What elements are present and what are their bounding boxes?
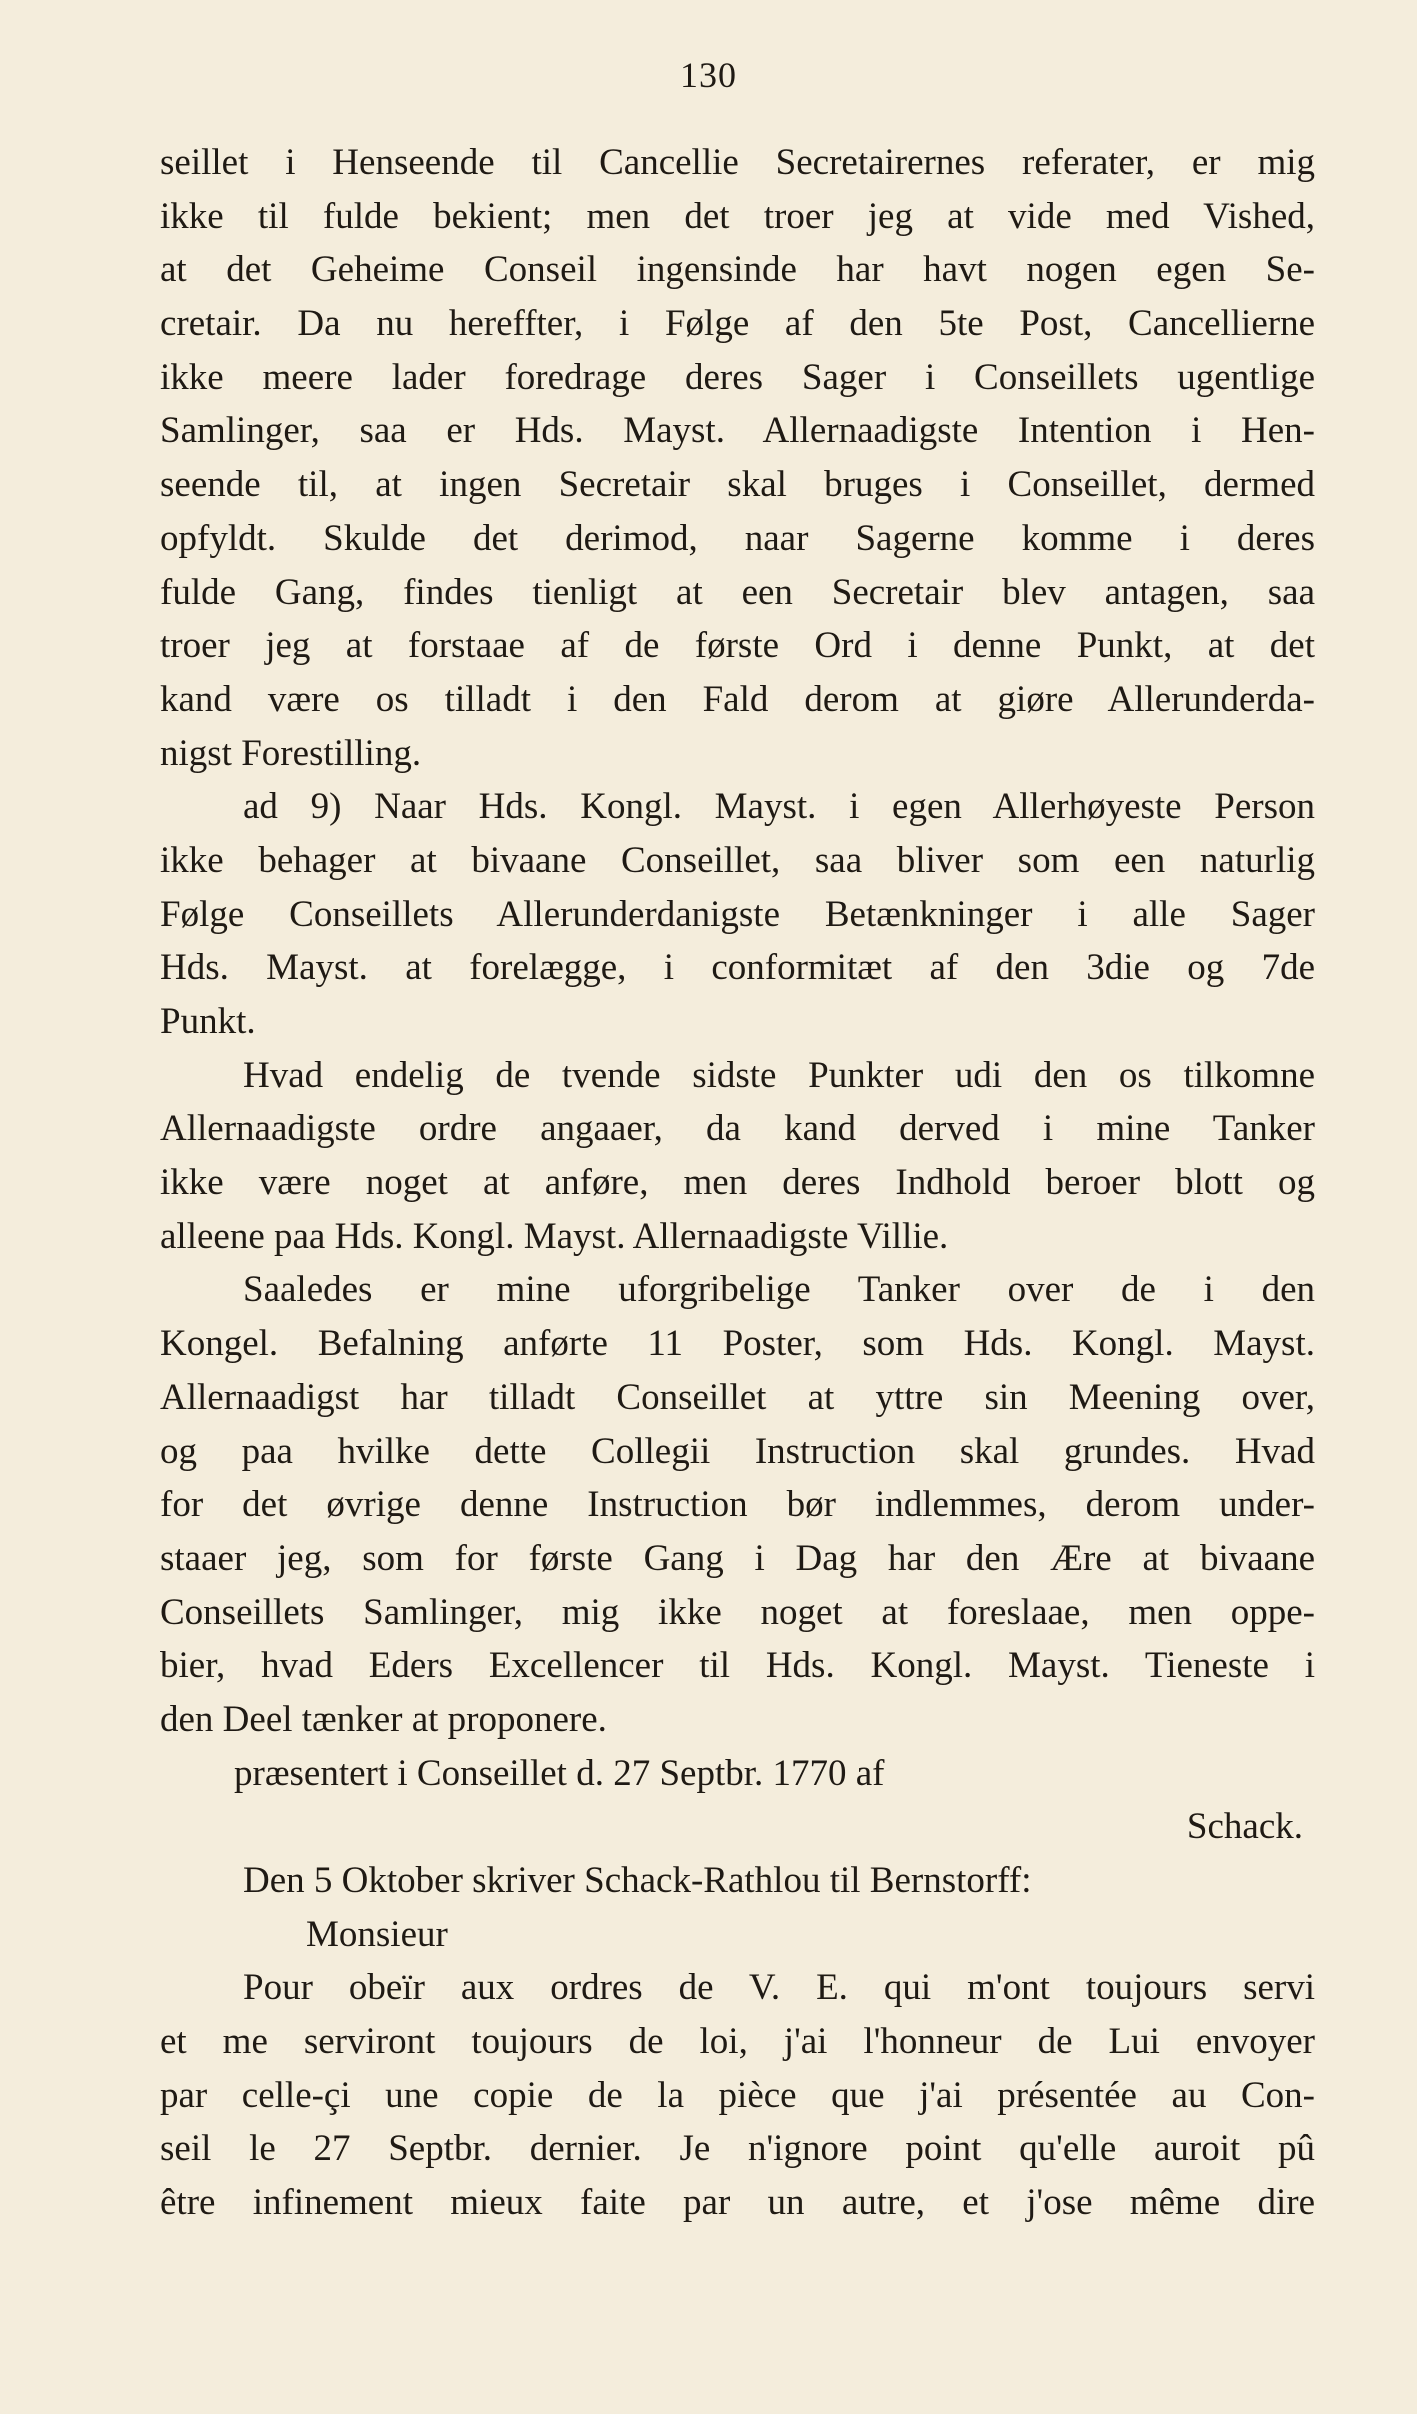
text-line: cretair. Da nu hereffter, i Følge af den 5te Post, Cancellierne	[160, 303, 1315, 345]
text-line: den Deel tænker at proponere.	[160, 1698, 607, 1740]
text-line: troer jeg at forstaae af de første Ord i denne Punkt, at det	[160, 625, 1315, 667]
text-line: Følge Conseillets Allerunderdanigste Betænkninger i alle Sager	[160, 893, 1315, 935]
page-number: 130	[680, 55, 737, 95]
text-line: Samlinger, saa er Hds. Mayst. Allernaadigste Intention i Hen-	[160, 410, 1315, 452]
text-line: opfyldt. Skulde det derimod, naar Sagerne komme i deres	[160, 517, 1315, 559]
text-line: præsentert i Conseillet d. 27 Septbr. 1770 af	[234, 1752, 885, 1794]
text-line: Saaledes er mine uforgribelige Tanker over de i den	[243, 1269, 1315, 1311]
text-line: for det øvrige denne Instruction bør indlemmes, derom under-	[160, 1484, 1315, 1526]
text-line: seillet i Henseende til Cancellie Secretairernes referater, er mig	[160, 142, 1315, 183]
text-line: Kongel. Befalning anførte 11 Poster, som Hds. Kongl. Mayst.	[160, 1323, 1315, 1365]
text-line: et me serviront toujours de loi, j'ai l'honneur de Lui envoyer	[160, 2021, 1315, 2063]
text-line: fulde Gang, findes tienligt at een Secretair blev antagen, saa	[160, 571, 1315, 613]
text-line: seende til, at ingen Secretair skal bruges i Conseillet, dermed	[160, 464, 1315, 506]
text-line: Den 5 Oktober skriver Schack-Rathlou til Bernstorff:	[243, 1860, 1032, 1901]
text-line: at det Geheime Conseil ingensinde har havt nogen egen Se-	[160, 249, 1315, 291]
text-line: ikke til fulde bekient; men det troer jeg at vide med Vished,	[160, 195, 1315, 237]
text-line: og paa hvilke dette Collegii Instruction skal grundes. Hvad	[160, 1430, 1315, 1472]
text-line: kand være os tilladt i den Fald derom at giøre Allerunderda-	[160, 678, 1315, 720]
text-line: nigst Forestilling.	[160, 732, 422, 774]
text-line: Allernaadigste ordre angaaer, da kand derved i mine Tanker	[160, 1108, 1315, 1150]
text-line: Conseillets Samlinger, mig ikke noget at foreslaae, men oppe-	[160, 1591, 1315, 1633]
text-line: Pour obeïr aux ordres de V. E. qui m'ont toujours servi	[243, 1967, 1315, 2009]
text-line: ad 9) Naar Hds. Kongl. Mayst. i egen Allerhøyeste Person	[243, 786, 1315, 828]
text-line: être infinement mieux faite par un autre, et j'ose même dire	[160, 2182, 1315, 2224]
text-line: ikke være noget at anføre, men deres Indhold beroer blott og	[160, 1162, 1315, 1204]
text-line: staaer jeg, som for første Gang i Dag har den Ære at bivaane	[160, 1537, 1315, 1579]
text-line: bier, hvad Eders Excellencer til Hds. Kongl. Mayst. Tieneste i	[160, 1645, 1315, 1687]
text-line: Punkt.	[160, 1001, 256, 1042]
text-line: ikke meere lader foredrage deres Sager i Conseillets ugentlige	[160, 356, 1315, 398]
text-line: Schack.	[1186, 1806, 1303, 1848]
text-line: alleene paa Hds. Kongl. Mayst. Allernaadigste Villie.	[160, 1215, 949, 1257]
text-line: Allernaadigst har tilladt Conseillet at yttre sin Meening over,	[160, 1376, 1315, 1418]
text-line: ikke behager at bivaane Conseillet, saa bliver som een naturlig	[160, 839, 1315, 881]
body-text	[160, 136, 1315, 2230]
text-line: Monsieur	[306, 1913, 448, 1955]
text-line: seil le 27 Septbr. dernier. Je n'ignore point qu'elle auroit pû	[160, 2128, 1315, 2170]
text-line: par celle-çi une copie de la pièce que j'ai présentée au Con-	[160, 2074, 1315, 2116]
text-line: Hds. Mayst. at forelægge, i conformitæt af den 3die og 7de	[160, 947, 1315, 989]
text-line: Hvad endelig de tvende sidste Punkter udi den os tilkomne	[243, 1054, 1315, 1096]
